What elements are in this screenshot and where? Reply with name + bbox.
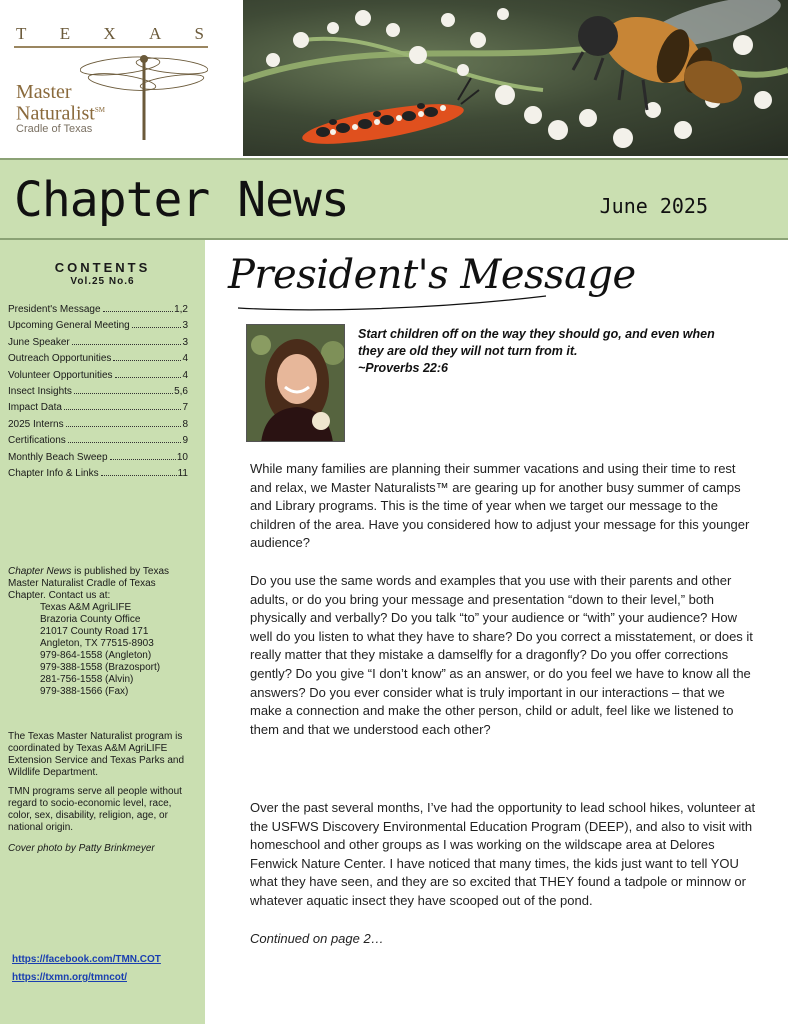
logo-service-mark: SM bbox=[94, 106, 105, 114]
toc-leader bbox=[68, 442, 182, 443]
title-flourish bbox=[228, 252, 568, 312]
proverb-quote: Start children off on the way they should go, and even when they are old they will not turn from it. ~Proverbs 22:6 bbox=[358, 327, 715, 375]
cover-credit: Cover photo by Patty Brinkmeyer bbox=[8, 843, 155, 854]
contents-heading: CONTENTS bbox=[54, 260, 151, 275]
toc-leader bbox=[103, 311, 174, 312]
paragraph: Do you use the same words and examples that you use with their parents and other adults, or do you bring your message and presentation “down to their level,” both physically and verbally? Do you talk “to” your audience or “with” your audience? How well do you listen to what they have to share? Do you correct a misstatement, or does it really matter that they mistake a damselfly for a dragonfly? Do you offer corrections gently? Do you give “I don’t know” as an answer, or do you feel we have to know all the answers? Do you ever consider what is truly important in our interactions – that we make a connection and make the other person, child or adult, feel like we listened to them and that we understood each other? bbox=[250, 573, 753, 737]
portrait-photo bbox=[247, 325, 345, 442]
newsletter-header bbox=[0, 0, 788, 158]
txmn-link[interactable]: https://txmn.org/tmncot/ bbox=[12, 972, 127, 983]
toc-leader bbox=[101, 475, 177, 476]
paragraph: While many families are planning their summer vacations and using their time to rest and relax, we Master Naturalists™ are gearing up for another busy summer of camps and Library programs. This is the time of year when we target our message to the children of the area. Have you considered how to adjust your message for this younger audience? bbox=[250, 461, 750, 551]
moth-icon bbox=[300, 78, 479, 152]
sidebar bbox=[0, 240, 205, 1024]
publisher-info bbox=[8, 566, 193, 698]
toc-item[interactable]: Insect Insights 5,6 bbox=[8, 385, 188, 397]
toc-item[interactable]: 2025 Interns 8 bbox=[8, 418, 188, 430]
toc-item[interactable]: Upcoming General Meeting 3 bbox=[8, 320, 188, 332]
publisher-statement: Chapter News is published by Texas Master Naturalist Cradle of Texas Chapter. Contact us at: bbox=[8, 566, 170, 601]
continued-link[interactable]: Continued on page 2… bbox=[250, 931, 384, 946]
president-portrait bbox=[246, 324, 345, 442]
program-note: The Texas Master Naturalist program is coordinated by Texas A&M AgriLIFE Extension Service and Texas Parks and Wildlife Department. bbox=[8, 731, 185, 778]
bee-icon bbox=[573, 0, 785, 111]
toc-item[interactable]: June Speaker 3 bbox=[8, 336, 188, 348]
toc-item[interactable]: Impact Data 7 bbox=[8, 402, 188, 414]
section-title: President's Message bbox=[228, 252, 636, 298]
bee-and-moth-photo bbox=[243, 0, 788, 156]
toc-leader bbox=[113, 360, 181, 361]
issue-date: June 2025 bbox=[599, 194, 708, 218]
toc-leader bbox=[66, 426, 182, 427]
toc-leader bbox=[132, 327, 182, 328]
paragraph: Over the past several months, I’ve had the opportunity to lead school hikes, volunteer at the USFWS Discovery Environmental Education Program (DEEP), and also to visit with homeschool and other groups as I was working on the wildscape area at Delores Fenwick Nature Center. I have noticed that many times, the kids just want to tell YOU what they have seen, and they are so excited that THEY found a tadpole or minnow or whatever aquatic insect they have scooped out of the pond. bbox=[250, 800, 756, 908]
logo-rule bbox=[14, 46, 208, 48]
toc-leader bbox=[74, 393, 173, 394]
contact-address: Texas A&M AgriLIFE Brazoria County Office 21017 County Road 171 Angleton, TX 77515-8903 979-864-1558 (Angleton) 979-388-1558 (Brazosport) 281-756-1558 (Alvin) 979-388-1566 (Fax) bbox=[40, 602, 161, 697]
chapter-news-banner bbox=[0, 158, 788, 240]
toc-leader bbox=[115, 377, 182, 378]
toc-item[interactable]: Certifications 9 bbox=[8, 435, 188, 447]
tmn-logo bbox=[0, 0, 242, 156]
logo-texas-wordmark: T E X A S bbox=[16, 24, 206, 43]
toc-leader bbox=[110, 459, 176, 460]
logo-naturalist-text: Naturalist℠ bbox=[16, 102, 105, 125]
toc-item[interactable]: Chapter Info & Links 11 bbox=[8, 467, 188, 479]
toc-leader bbox=[72, 344, 182, 345]
table-of-contents bbox=[8, 304, 188, 484]
dragonfly-icon bbox=[80, 50, 208, 142]
toc-item[interactable]: Monthly Beach Sweep 10 bbox=[8, 451, 188, 463]
toc-item[interactable]: Volunteer Opportunities 4 bbox=[8, 369, 188, 381]
facebook-link[interactable]: https://facebook.com/TMN.COT bbox=[12, 954, 161, 965]
toc-item[interactable]: Outreach Opportunities 4 bbox=[8, 353, 188, 365]
toc-item[interactable]: President's Message 1,2 bbox=[8, 304, 188, 315]
cover-photo bbox=[243, 0, 788, 156]
logo-master-text: Master bbox=[16, 81, 72, 103]
equality-note: TMN programs serve all people without regard to socio-economic level, race, color, sex, disability, religion, age, or national origin. bbox=[8, 786, 182, 833]
volume-number: Vol.25 No.6 bbox=[70, 276, 135, 287]
toc-leader bbox=[64, 409, 182, 410]
newsletter-title: Chapter News bbox=[14, 172, 349, 228]
logo-cradle-text: Cradle of Texas bbox=[16, 123, 93, 135]
